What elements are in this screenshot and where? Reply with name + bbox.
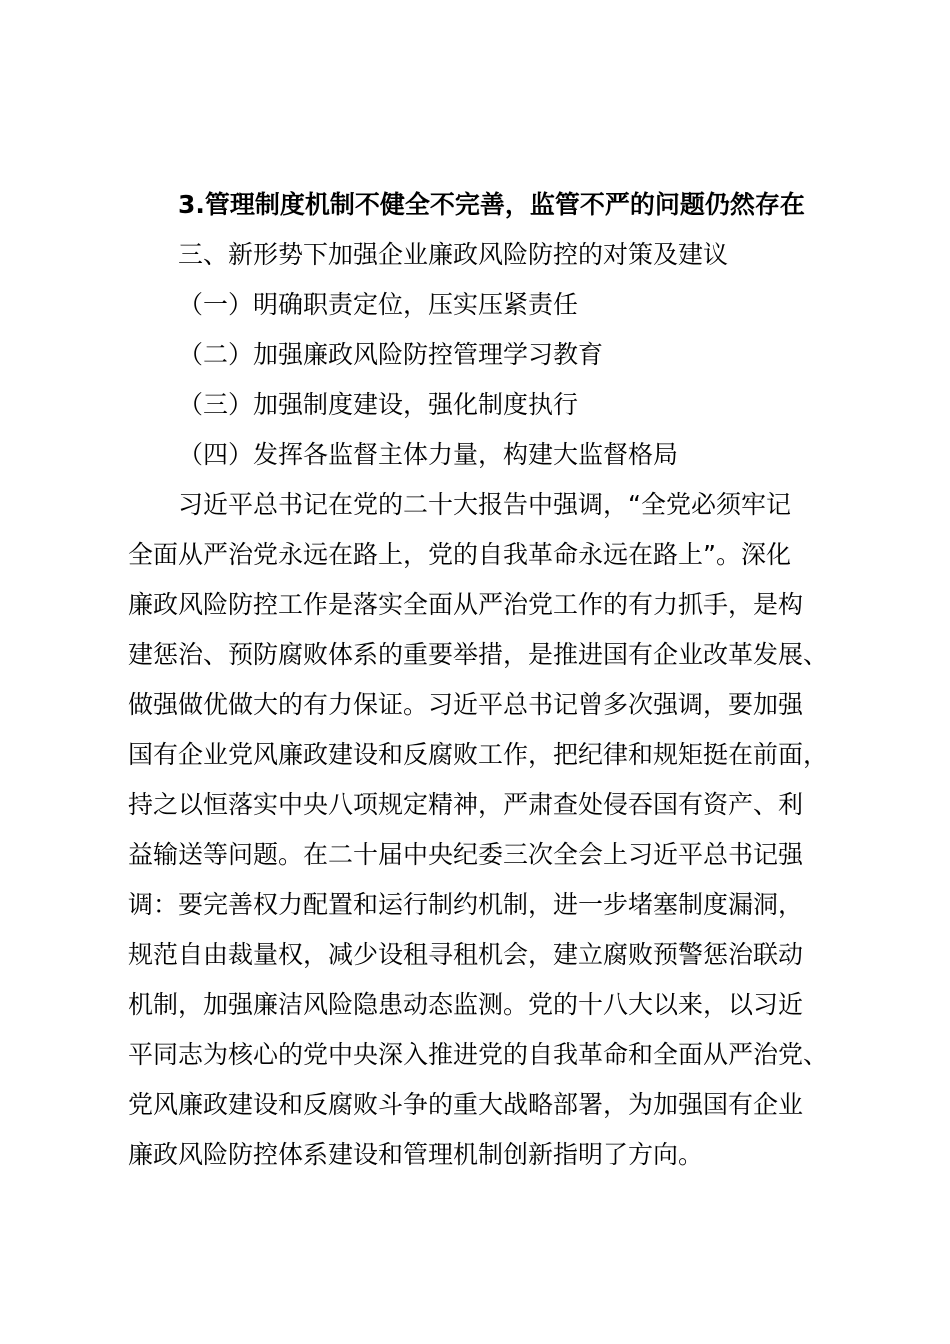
list-item-2: （二）加强廉政风险防控管理学习教育 <box>178 340 604 369</box>
paragraph-line: 党风廉政建设和反腐败斗争的重大战略部署，为加强国有企业 <box>128 1090 804 1119</box>
paragraph-line: 持之以恒落实中央八项规定精神，严肃查处侵吞国有资产、利 <box>128 790 804 819</box>
paragraph-line: 建惩治、预防腐败体系的重要举措，是推进国有企业改革发展、 <box>128 640 829 669</box>
paragraph-line: 廉政风险防控工作是落实全面从严治党工作的有力抓手，是构 <box>128 590 804 619</box>
paragraph-line: 做强做优做大的有力保证。习近平总书记曾多次强调，要加强 <box>128 690 804 719</box>
paragraph-line: 调：要完善权力配置和运行制约机制，进一步堵塞制度漏洞， <box>128 890 804 919</box>
paragraph-line: 国有企业党风廉政建设和反腐败工作，把纪律和规矩挺在前面， <box>128 740 829 769</box>
paragraph-line: 全面从严治党永远在路上，党的自我革命永远在路上”。深化 <box>128 540 791 569</box>
paragraph-line: 平同志为核心的党中央深入推进党的自我革命和全面从严治党、 <box>128 1040 829 1069</box>
paragraph-line: 机制，加强廉洁风险隐患动态监测。党的十八大以来，以习近 <box>128 990 804 1019</box>
paragraph-line: 益输送等问题。在二十届中央纪委三次全会上习近平总书记强 <box>128 840 804 869</box>
paragraph-line: 习近平总书记在党的二十大报告中强调，“全党必须牢记 <box>178 490 791 519</box>
list-item-4: （四）发挥各监督主体力量，构建大监督格局 <box>178 440 679 469</box>
section-title: 三、新形势下加强企业廉政风险防控的对策及建议 <box>178 240 729 269</box>
list-item-1: （一）明确职责定位，压实压紧责任 <box>178 290 579 319</box>
list-item-3: （三）加强制度建设，强化制度执行 <box>178 390 579 419</box>
paragraph-line: 规范自由裁量权，减少设租寻租机会，建立腐败预警惩治联动 <box>128 940 804 969</box>
heading-bold: 3.管理制度机制不健全不完善，监管不严的问题仍然存在 <box>178 190 805 219</box>
paragraph-line: 廉政风险防控体系建设和管理机制创新指明了方向。 <box>128 1140 704 1169</box>
